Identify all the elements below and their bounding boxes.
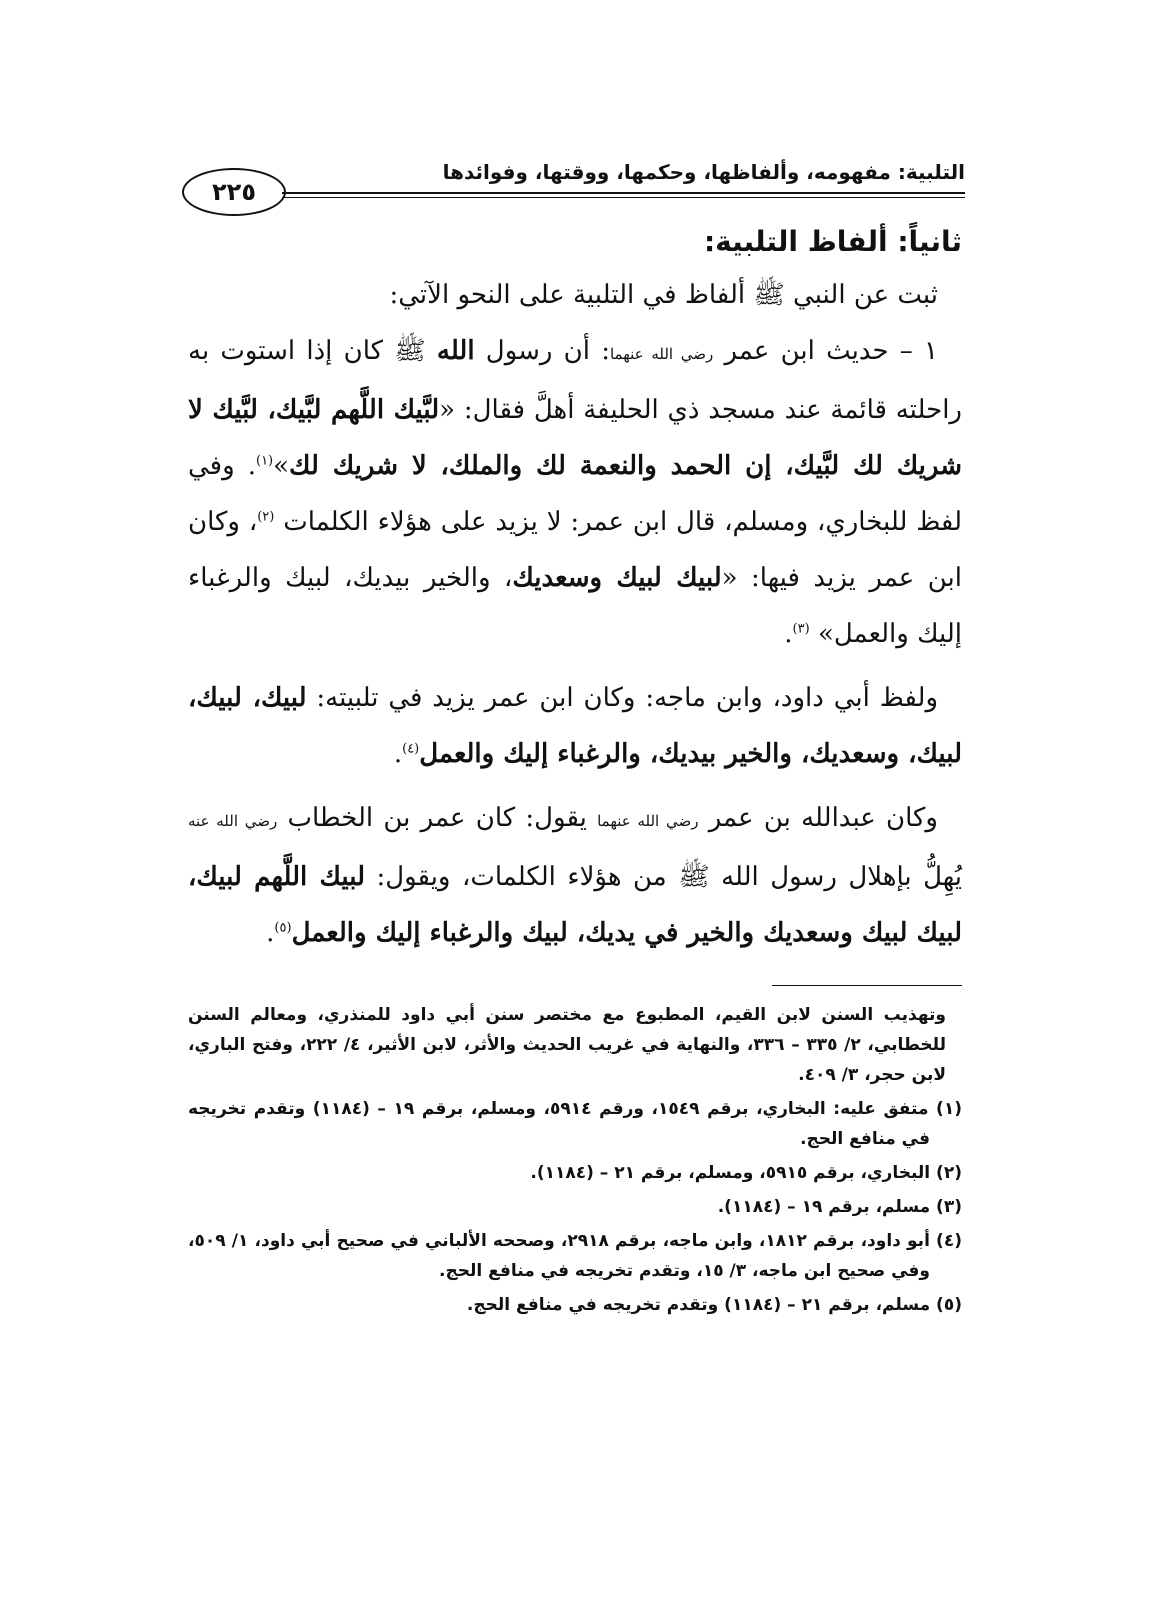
- footnote-ref-1: (١): [255, 453, 274, 469]
- p3-bold: لبيك اللَّهم لبيك، لبيك لبيك وسعديك والخير في يديك، لبيك والرغباء إليك والعمل: [188, 862, 962, 948]
- header-rule-thin: [282, 197, 965, 198]
- footnote-ref-2: (٢): [257, 509, 275, 525]
- footnote-2: (٢) البخاري، برقم ٥٩١٥، ومسلم، برقم ٢١ – (١١٨٤).: [530, 1163, 962, 1183]
- honorific-radiya-anhuma-2: رضي الله عنهما: [597, 812, 699, 830]
- p1-text-5: . وفي لفظ للبخاري، ومسلم، قال ابن عمر: لا يزيد على هؤلاء الكلمات: [188, 451, 962, 537]
- hadith-paragraph-2: [188, 670, 962, 782]
- footnote-ref-4: (٤): [402, 741, 420, 757]
- p2-text-1: ولفظ أبي داود، وابن ماجه: وكان ابن عمر يزيد في تلبيته:: [306, 683, 939, 713]
- footnote-5: (٥) مسلم، برقم ٢١ – (١١٨٤) وتقدم تخريجه في منافع الحج.: [466, 1295, 962, 1315]
- p1-bold-2: لبيك لبيك وسعديك: [512, 563, 722, 593]
- footnote-separator: [772, 985, 962, 986]
- section-heading: ثانياً: ألفاظ التلبية:: [703, 225, 962, 258]
- footnote-ref-5: (٥): [274, 920, 292, 936]
- p1-text-4: »: [273, 451, 290, 481]
- intro-paragraph: ثبت عن النبي ﷺ ألفاظ في التلبية على النحو الآتي:: [389, 280, 938, 310]
- page-number: ٢٢٥: [182, 168, 286, 216]
- footnotes: [188, 1000, 962, 1324]
- p3-text-2: يقول: كان عمر بن الخطاب: [277, 803, 598, 833]
- p1-text-7: ، والخير بيديك، لبيك والرغباء إليك والعمل»: [188, 563, 962, 649]
- p1-text-2: : أن رسول: [474, 336, 610, 366]
- p1-text-6: ، وكان ابن عمر يزيد فيها: «: [188, 507, 962, 593]
- main-text: [188, 205, 962, 961]
- p1-text-3: ﷺ كان إذا استوت به راحلته قائمة عند مسجد ذي الحليفة أهلَّ فقال: «: [188, 336, 962, 425]
- running-title: التلبية: مفهومه، وألفاظها، وحكمها، ووقتها، وفوائدها: [442, 160, 965, 184]
- p1-text-1: ١ – حديث ابن عمر: [713, 336, 938, 366]
- footnote-ref-3: (٣): [792, 621, 810, 637]
- p3-text-3: يُهِلُّ بإهلال رسول الله ﷺ من هؤلاء الكلمات، ويقول:: [365, 862, 962, 892]
- p2-text-2: .: [393, 739, 403, 769]
- honorific-radiya-anhu: رضي الله عنه: [188, 812, 278, 830]
- footnote-4: (٤) أبو داود، برقم ١٨١٢، وابن ماجه، برقم ٢٩١٨، وصححه الألباني في صحيح أبي داود، ١/ ٥٠٩، وفي صحيح ابن ماجه، ٣/ ١٥، وتقدم تخريجه في منافع الحج.: [188, 1231, 962, 1281]
- hadith-paragraph-1: [188, 323, 962, 662]
- footnote-continuation: وتهذيب السنن لابن القيم، المطبوع مع مختصر سنن أبي داود للمنذري، ومعالم السنن للخطابي، ٢/ ٣٣٥ – ٣٣٦، والنهاية في غريب الحديث والأثر، لابن الأثير، ٤/ ٢٢٢، وفتح الباري، لابن حجر، ٣/ ٤٠٩.: [188, 1005, 946, 1085]
- footnote-3: (٣) مسلم، برقم ١٩ – (١١٨٤).: [717, 1197, 962, 1217]
- p1-text-8: .: [784, 619, 793, 649]
- p3-text-4: .: [266, 918, 275, 948]
- header-rule: [282, 192, 965, 194]
- p1-talbiya-bold: لبَّيك اللَّهم لبَّيك، لبَّيك لا شريك لك لبَّيك، إن الحمد والنعمة لك والملك، لا شريك لك: [188, 395, 962, 481]
- hadith-paragraph-3: [188, 790, 962, 961]
- p1-allah: الله: [436, 336, 475, 366]
- p3-text-1: وكان عبدالله بن عمر: [698, 803, 938, 833]
- footnote-1: (١) متفق عليه: البخاري، برقم ١٥٤٩، ورقم ٥٩١٤، ومسلم، برقم ١٩ – (١١٨٤) وتقدم تخريجه في منافع الحج.: [188, 1099, 962, 1149]
- p2-bold: لبيك، لبيك، لبيك، وسعديك، والخير بيديك، والرغباء إليك والعمل: [188, 683, 962, 769]
- honorific-radiya-anhuma: رضي الله عنهما: [609, 345, 714, 363]
